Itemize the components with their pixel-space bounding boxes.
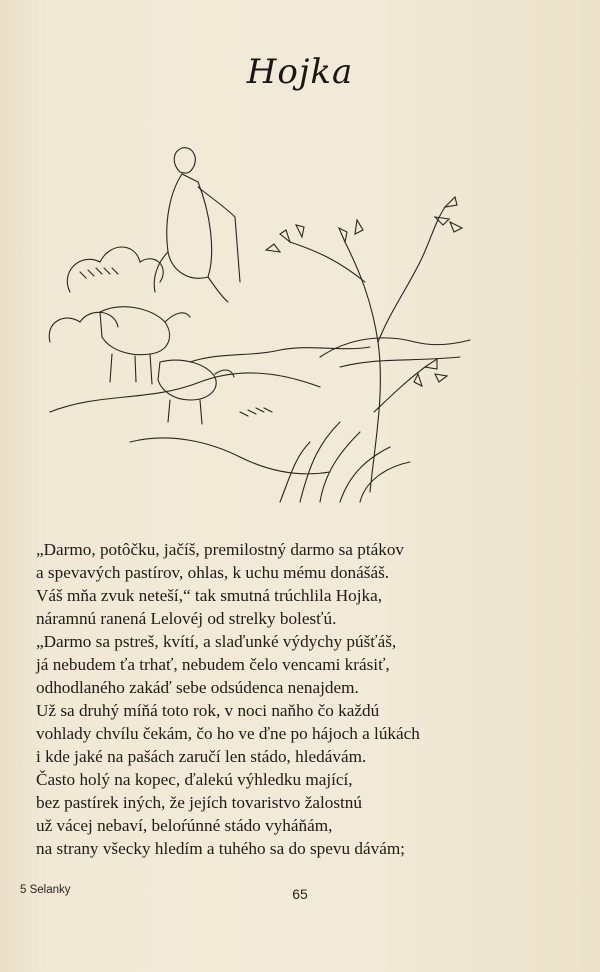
poem-line: já nebudem ťa trhať, nebudem čelo vencami krásiť, xyxy=(36,655,390,674)
signature-mark: 5 Selanky xyxy=(20,884,71,896)
poem-line: „Darmo sa pstreš, kvítí, a slaďunké výdychy púšťáš, xyxy=(36,632,397,651)
poem-line: na strany všecky hledím a tuhého sa do spevu dávám; xyxy=(36,839,405,858)
poem-line: bez pastírek iných, že jejích tovaristvo žalostnú xyxy=(36,793,362,812)
poem-text xyxy=(36,538,576,860)
poem-line: Váš mňa zvuk neteší,“ tak smutná trúchlila Hojka, xyxy=(36,586,383,605)
page-number: 65 xyxy=(292,886,308,902)
poem-line: už vácej nebaví, beloŕúnné stádo vyháňám, xyxy=(36,816,333,835)
poem-line: „Darmo, potôčku, jačíš, premilostný darmo sa ptákov xyxy=(36,540,405,559)
poem-line: Už sa druhý míňá toto rok, v noci naňho čo každú xyxy=(36,701,380,720)
poem-line: vohlady chvílu čekám, čo ho ve ďne po hájoch a lúkách xyxy=(36,724,420,743)
poem-title: Hojka xyxy=(246,52,354,92)
poem-line: náramnú ranená Lelovéj od strelky bolesťú. xyxy=(36,609,337,628)
poem-line: Často holý na kopec, ďalekú výhledku mající, xyxy=(36,770,353,789)
poem-line: i kde jaké na pašách zaručí len stádo, hledávám. xyxy=(36,747,367,766)
poem-line: odhodlaného zakáď sebe odsúdenca nenajdem. xyxy=(36,678,359,697)
pastoral-illustration xyxy=(40,112,480,507)
poem-line: a spevavých pastírov, ohlas, k uchu mému donášáš. xyxy=(36,563,390,582)
